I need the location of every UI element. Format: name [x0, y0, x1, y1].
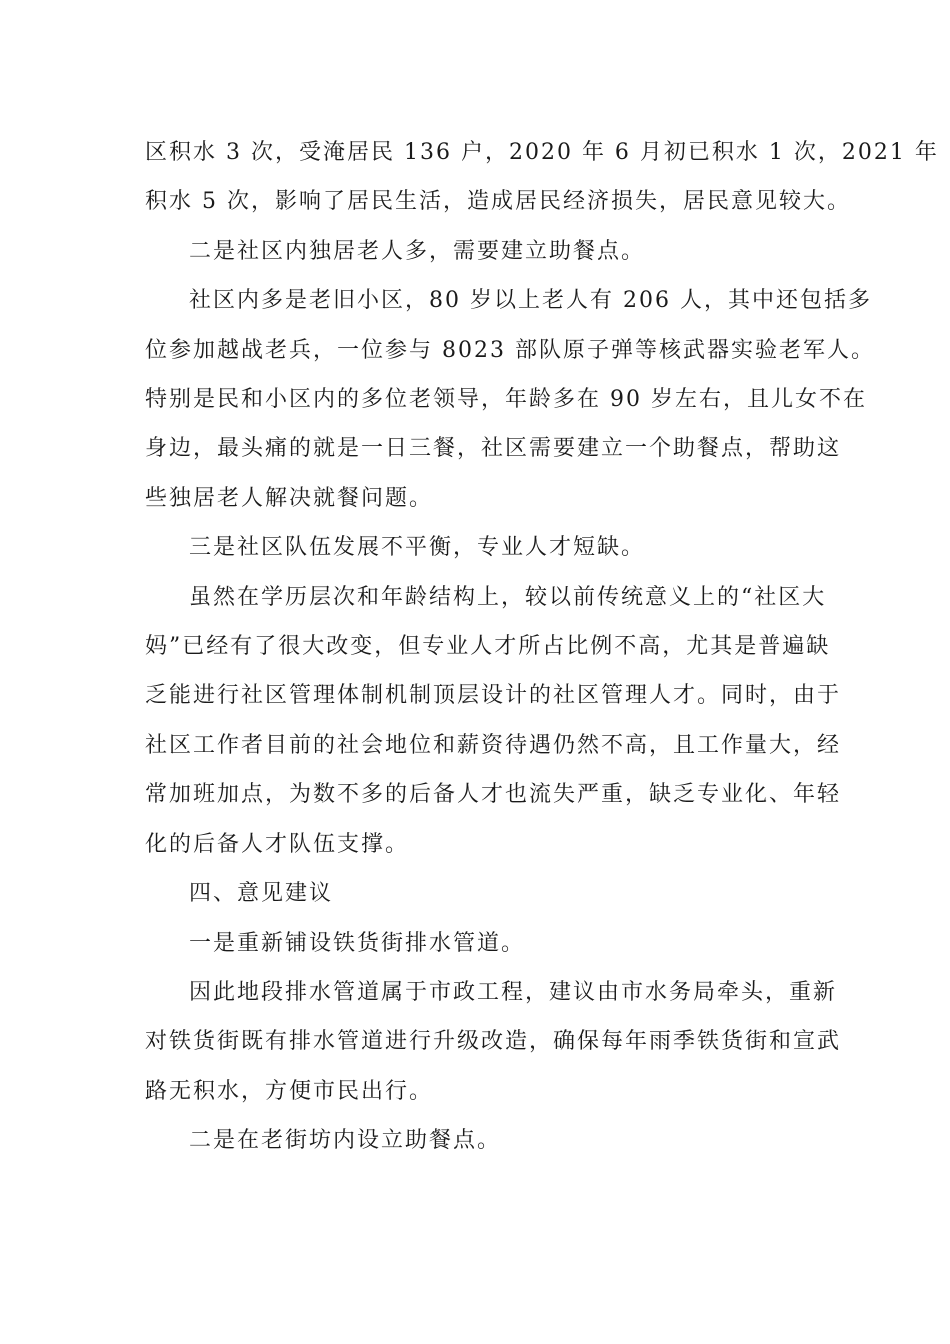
text-line: 一是重新铺设铁货街排水管道。	[189, 930, 526, 956]
text-line: 三是社区队伍发展不平衡，专业人才短缺。	[189, 535, 646, 561]
paragraph-staff-shortage	[145, 573, 842, 869]
text-line: 区积水 3 次，受淹居民 136 户，2020 年 6 月初已积水 1 次，2021 年	[145, 140, 939, 165]
heading-staff-shortage	[145, 523, 805, 572]
text-line: 四、意见建议	[189, 881, 334, 907]
heading-elderly-dining	[145, 227, 805, 276]
paragraph-elderly-dining	[145, 276, 875, 523]
text-line: 社区工作者目前的社会地位和薪资待遇仍然不高，且工作量大，经	[145, 732, 842, 758]
text-line: 对铁货街既有排水管道进行升级改造，确保每年雨季铁货街和宣武	[145, 1029, 842, 1055]
text-line: 些独居老人解决就餐问题。	[145, 485, 434, 511]
heading-dining-point	[145, 1116, 805, 1165]
text-line: 位参加越战老兵，一位参与 8023 部队原子弹等核武器实验老军人。	[145, 337, 875, 363]
text-line: 因此地段排水管道属于市政工程，建议由市水务局牵头，重新	[189, 979, 838, 1005]
document-body	[145, 128, 939, 1166]
text-line: 社区内多是老旧小区，80 岁以上老人有 206 人，其中还包括多	[189, 288, 872, 314]
paragraph-flooding-continued	[145, 128, 939, 227]
text-line: 二是社区内独居老人多，需要建立助餐点。	[189, 238, 646, 264]
text-line: 二是在老街坊内设立助餐点。	[189, 1128, 502, 1154]
paragraph-drainage	[145, 968, 842, 1116]
section-heading-suggestions	[145, 869, 805, 918]
heading-drainage	[145, 919, 805, 968]
text-line: 常加班加点，为数不多的后备人才也流失严重，缺乏专业化、年轻	[145, 782, 842, 808]
text-line: 乏能进行社区管理体制机制顶层设计的社区管理人才。同时，由于	[145, 683, 842, 709]
text-line: 妈”已经有了很大改变，但专业人才所占比例不高，尤其是普遍缺	[145, 634, 831, 660]
text-line: 路无积水，方便市民出行。	[145, 1078, 434, 1104]
text-line: 身边，最头痛的就是一日三餐，社区需要建立一个助餐点，帮助这	[145, 436, 842, 462]
text-line: 化的后备人才队伍支撑。	[145, 831, 410, 857]
text-line: 虽然在学历层次和年龄结构上，较以前传统意义上的“社区大	[189, 584, 827, 610]
text-line: 特别是民和小区内的多位老领导，年龄多在 90 岁左右，且儿女不在	[145, 387, 867, 413]
text-line: 积水 5 次，影响了居民生活，造成居民经济损失，居民意见较大。	[145, 189, 851, 215]
